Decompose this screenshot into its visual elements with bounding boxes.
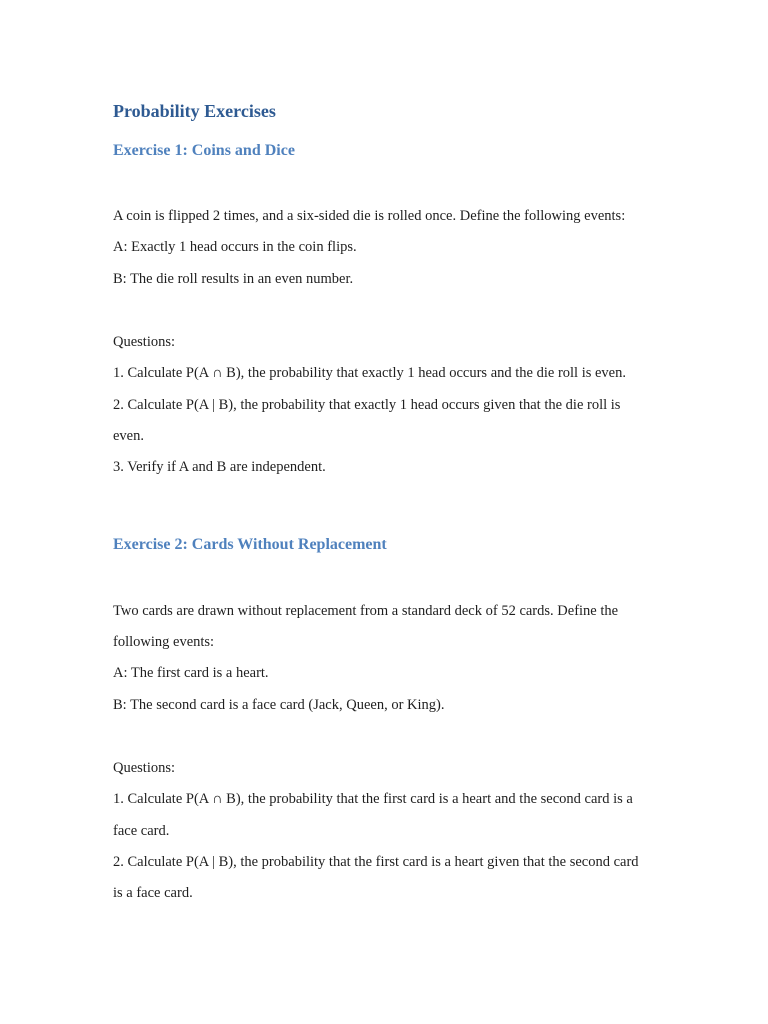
exercise-2-event-a: A: The first card is a heart.: [113, 665, 269, 681]
exercise-1-question-2-line-2: even.: [113, 428, 144, 444]
document-title: Probability Exercises: [113, 101, 276, 121]
exercise-1-event-a: A: Exactly 1 head occurs in the coin flips.: [113, 239, 357, 255]
exercise-2-intro-line-2: following events:: [113, 634, 215, 650]
exercise-2-question-1-line-2: face card.: [113, 823, 170, 839]
exercise-2-heading: Exercise 2: Cards Without Replacement: [113, 536, 387, 553]
exercise-1-intro: A coin is flipped 2 times, and a six-sided die is rolled once. Define the following events:: [113, 208, 626, 224]
exercise-1-heading: Exercise 1: Coins and Dice: [113, 142, 295, 159]
exercise-1-event-b: B: The die roll results in an even number.: [113, 271, 354, 287]
exercise-1-question-3: 3. Verify if A and B are independent.: [113, 459, 326, 475]
exercise-1-questions-label: Questions:: [113, 334, 176, 350]
exercise-1-question-1: 1. Calculate P(A ∩ B), the probability that exactly 1 head occurs and the die roll is even.: [113, 365, 626, 381]
exercise-2-intro-line-1: Two cards are drawn without replacement from a standard deck of 52 cards. Define the: [113, 603, 619, 619]
exercise-2-questions-label: Questions:: [113, 760, 176, 776]
exercise-2-event-b: B: The second card is a face card (Jack, Queen, or King).: [113, 697, 445, 713]
exercise-1-question-2-line-1: 2. Calculate P(A | B), the probability that exactly 1 head occurs given that the die roll is: [113, 397, 621, 413]
exercise-2-question-1-line-1: 1. Calculate P(A ∩ B), the probability that the first card is a heart and the second card is a: [113, 791, 633, 807]
exercise-2-question-2-line-1: 2. Calculate P(A | B), the probability that the first card is a heart given that the second card: [113, 854, 639, 870]
exercise-2-question-2-line-2: is a face card.: [113, 885, 193, 901]
